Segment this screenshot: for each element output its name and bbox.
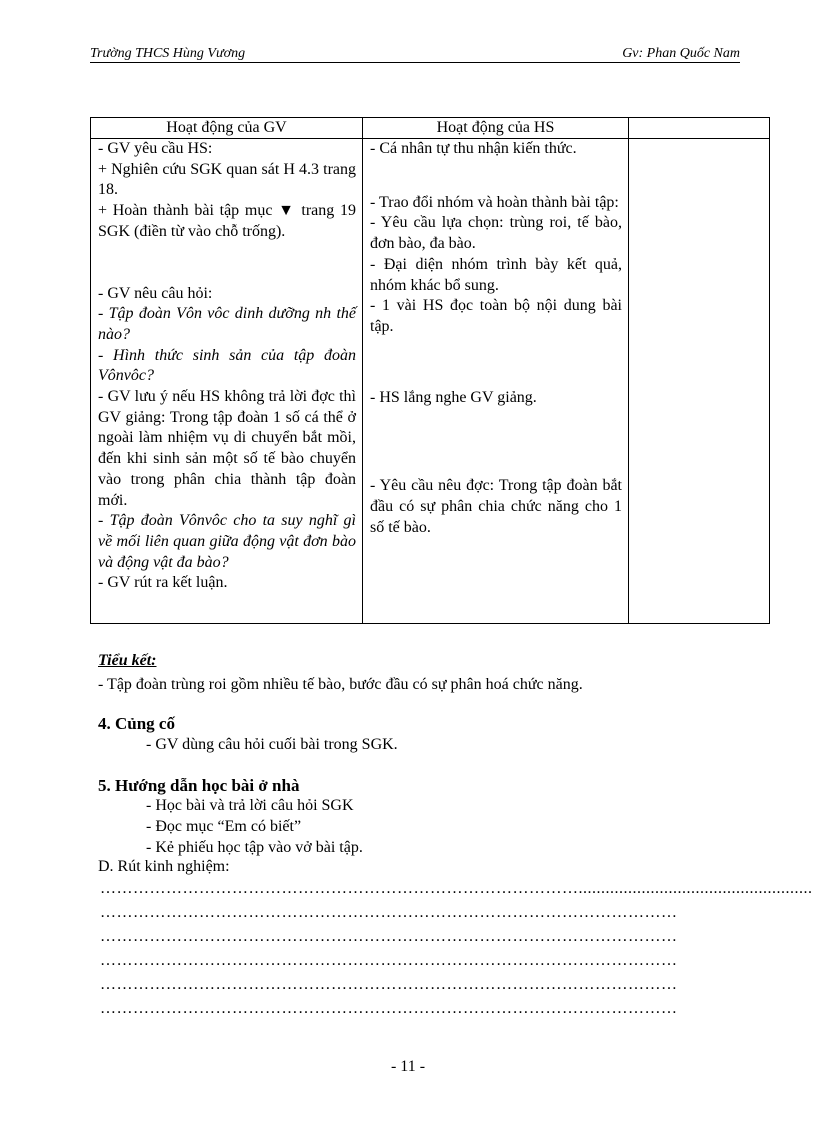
huong-dan-item: - Học bài và trả lời câu hỏi SGK [146, 797, 354, 814]
table-body-row [91, 139, 770, 624]
gv-item: - GV nêu câu hỏi: [98, 284, 213, 302]
hs-item: - Trao đổi nhóm và hoàn thành bài tập: [370, 193, 619, 211]
blank-line: …………………………………………………………………………….................................................... [100, 880, 813, 897]
huong-dan-title: 5. Hướng dẫn học bài ở nhà [98, 776, 300, 795]
cung-co-title: 4. Củng cố [98, 714, 175, 733]
huong-dan-item: - Kẻ phiếu học tập vào vở bài tập. [146, 839, 363, 856]
gv-item: - GV lưu ý nếu HS không trả lời đợc thì GV giảng: Trong tập đoàn 1 số cá thể ở ngoài làm nhiệm vụ di chuyển bắt mồi, đến khi sinh sản một số tế bào chuyển vào trong phân chia thành tập đoàn mới. [98, 388, 356, 509]
school-name: Trường THCS Hùng Vương [90, 46, 246, 61]
activities-table [90, 117, 770, 624]
table-header-row [91, 118, 770, 139]
page-header [90, 44, 740, 63]
blank-line: …………………………………………………………………………………………… [100, 952, 678, 969]
rut-kinh-nghiem-title: D. Rút kinh nghiệm: [98, 858, 230, 875]
page-number: - 11 - [390, 1058, 426, 1075]
hs-item: - Đại diện nhóm trình bày kết quả, nhóm khác bổ sung. [370, 255, 622, 294]
huong-dan-item: - Đọc mục “Em có biết” [146, 818, 302, 835]
hs-item: - HS lắng nghe GV giảng. [370, 388, 537, 406]
header-extra [629, 118, 770, 139]
gv-item: - Tập đoàn Vôn vôc dinh dưỡng nh thế nào? [98, 305, 356, 343]
blank-line: …………………………………………………………………………………………… [100, 904, 678, 921]
tieu-ket-text: - Tập đoàn trùng roi gồm nhiều tế bào, bước đầu có sự phân hoá chức năng. [98, 676, 583, 693]
hs-item: - 1 vài HS đọc toàn bộ nội dung bài tập. [370, 297, 622, 335]
hs-item: - Yêu cầu lựa chọn: trùng roi, tế bào, đơn bào, đa bào. [370, 214, 622, 253]
tieu-ket-title: Tiểu kết: [98, 652, 157, 669]
gv-item: + Nghiên cứu SGK quan sát H 4.3 trang 18. [98, 160, 356, 199]
header-hs: Hoạt động của HS [363, 118, 629, 139]
hs-cell [363, 139, 629, 624]
extra-cell [629, 139, 770, 624]
gv-item: - GV rút ra kết luận. [98, 574, 228, 592]
hs-item: - Yêu cầu nêu đợc: Trong tập đoàn bắt đầu có sự phân chia chức năng cho 1 số tế bào. [370, 477, 622, 536]
gv-item: - Tập đoàn Vônvôc cho ta suy nghĩ gì về mối liên quan giữa động vật đơn bào và động vật đa bào? [98, 512, 356, 571]
gv-cell [91, 139, 363, 624]
gv-item: - Hình thức sinh sản của tập đoàn Vônvôc? [98, 346, 356, 385]
teacher-name: Gv: Phan Quốc Nam [622, 46, 740, 61]
cung-co-item: - GV dùng câu hỏi cuối bài trong SGK. [146, 736, 398, 753]
blank-line: …………………………………………………………………………………………… [100, 928, 678, 945]
gv-item: - GV yêu cầu HS: [98, 140, 213, 157]
gv-item: + Hoàn thành bài tập mục ▼ trang 19 SGK (điền từ vào chỗ trống). [98, 202, 356, 240]
blank-line: …………………………………………………………………………………………… [100, 1000, 678, 1017]
blank-line: …………………………………………………………………………………………… [100, 976, 678, 993]
header-gv: Hoạt động của GV [91, 118, 363, 139]
hs-item: - Cá nhân tự thu nhận kiến thức. [370, 140, 577, 157]
